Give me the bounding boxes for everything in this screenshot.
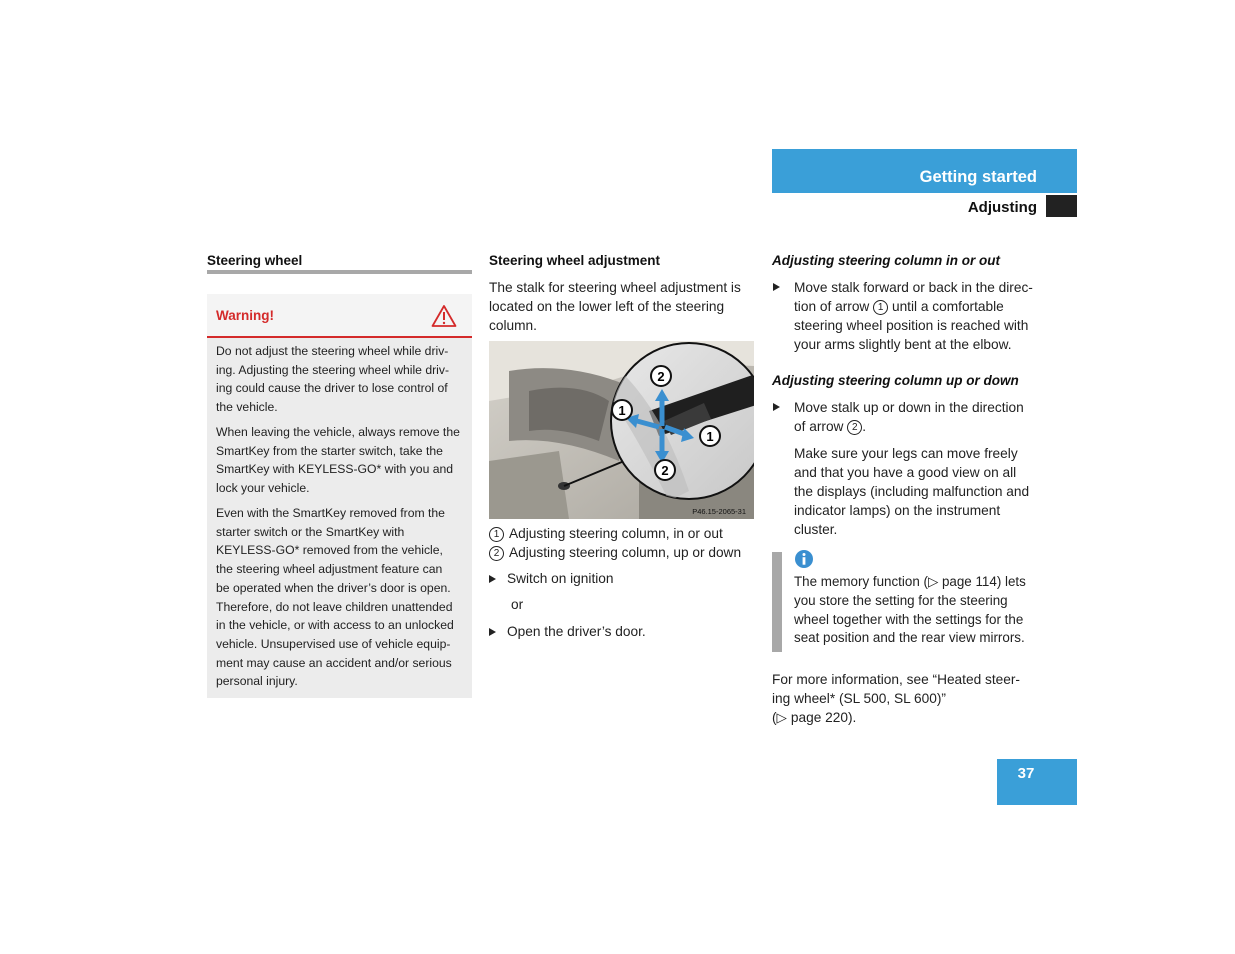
figure-marker-1-left: 1 — [618, 403, 626, 418]
more-info-text: For more information, see “Heated steer- ing wheel* (SL 500, SL 600)” (▷ page 220). — [772, 672, 1020, 725]
page-number: 37 — [1017, 765, 1035, 782]
warning-triangle-icon — [431, 304, 457, 328]
in-out-heading: Adjusting steering column in or out — [772, 253, 1000, 268]
legend-item: 2 Adjusting steering column, up or down — [489, 543, 764, 562]
subsection-marker — [1046, 195, 1077, 217]
step-switch-on-ignition: Switch on ignition — [489, 569, 759, 588]
info-box-bar — [772, 552, 782, 652]
visibility-note: Make sure your legs can move freely and that you have a good view on all the displays (including malfunction and indicator lamps) on the instrument cluster. — [794, 446, 1030, 537]
in-out-step: Move stalk forward or back in the direc- tion of arrow 1 until a comfortable steering wheel position is reached with your arms slightly bent at the elbow. — [794, 280, 1033, 352]
up-down-step: Move stalk up or down in the direction of arrow 2 . — [794, 400, 1024, 434]
subsection-title: Adjusting — [967, 199, 1037, 216]
legend-number: 1 — [489, 527, 504, 542]
legend-item: 1 Adjusting steering column, in or out — [489, 524, 764, 543]
info-icon — [794, 549, 814, 569]
bullet-triangle-icon — [489, 628, 496, 636]
warning-paragraph-2: When leaving the vehicle, always remove the SmartKey from the starter switch, take the SmartKey with KEYLESS-GO* with you and lock your vehicle. — [216, 425, 460, 496]
step-open-door: Open the driver’s door. — [489, 622, 759, 641]
warning-paragraph-1: Do not adjust the steering wheel while driv- ing. Adjusting the steering wheel while driv- ing could cause the driver to lose control of the vehicle. — [216, 344, 450, 415]
figure-code: P46.15-2065-31 — [692, 507, 746, 516]
adjustment-intro: The stalk for steering wheel adjustment is located on the lower left of the steering column. — [489, 280, 741, 333]
section-title: Getting started — [919, 168, 1037, 186]
warning-title: Warning! — [216, 308, 274, 323]
steering-wheel-heading: Steering wheel — [207, 253, 303, 268]
info-text: The memory function (▷ page 114) lets you store the setting for the steering wheel together with the settings for the seat position and the rear view mirrors. — [794, 574, 1026, 646]
bullet-triangle-icon — [773, 283, 780, 291]
warning-paragraph-3: Even with the SmartKey removed from the starter switch or the SmartKey with KEYLESS-GO* removed from the vehicle, the steering wheel adjustment feature can be operated when the driver’s door is open. Therefore, do not leave children unattended in the vehicle, or with access to an unlocked vehicle. Unsupervised use of vehicle equip- ment may cause an accident and/or serious personal injury. — [216, 506, 454, 689]
figure-marker-2-top: 2 — [657, 369, 665, 384]
figure-legend — [489, 524, 764, 562]
adjustment-heading: Steering wheel adjustment — [489, 253, 661, 268]
steering-stalk-illustration — [489, 341, 754, 519]
arrow-number: 2 — [847, 420, 862, 435]
arrow-number: 1 — [873, 300, 888, 315]
bullet-triangle-icon — [489, 575, 496, 583]
heading-rule — [207, 270, 472, 274]
figure-marker-2-bottom: 2 — [661, 463, 669, 478]
bullet-triangle-icon — [773, 403, 780, 411]
or-text: or — [511, 597, 524, 612]
legend-number: 2 — [489, 546, 504, 561]
up-down-heading: Adjusting steering column up or down — [772, 373, 1019, 388]
figure-marker-1-right: 1 — [706, 429, 714, 444]
